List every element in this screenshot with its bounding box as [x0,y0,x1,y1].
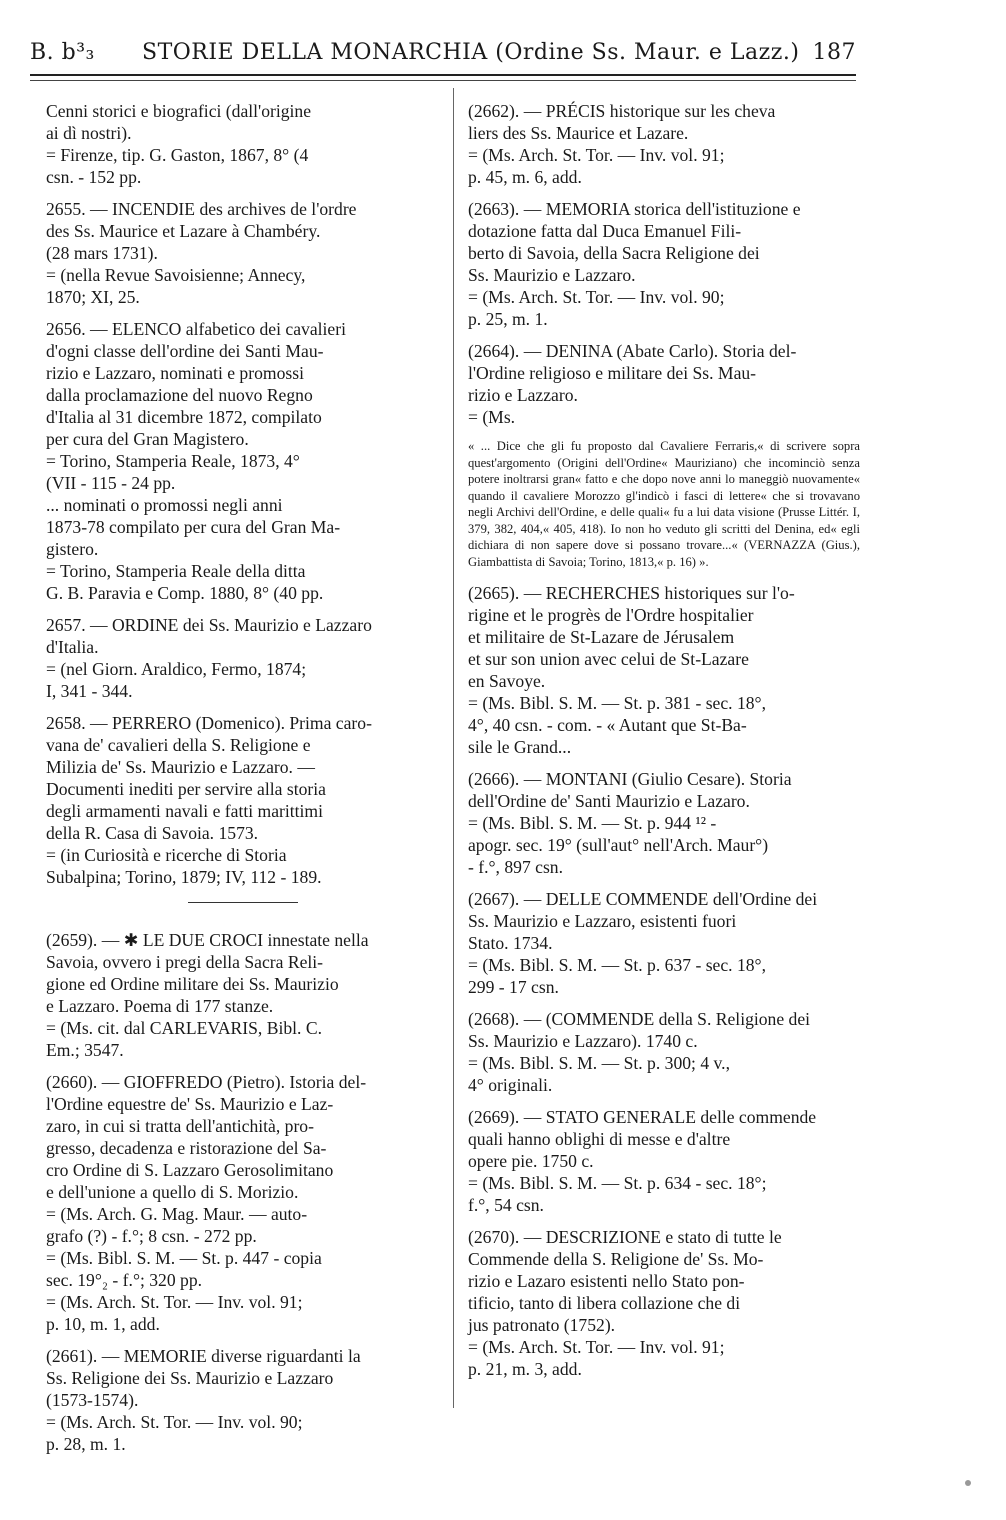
entry-line: p. 25, m. 1. [468,309,548,329]
entry-line: d'ogni classe dell'ordine dei Santi Mau- [46,341,324,361]
bibliography-entry [46,614,440,702]
entry-line: berto di Savoia, della Sacra Religione dei [468,243,760,263]
entry-line: 1873-78 compilato per cura del Gran Ma- [46,517,341,537]
quotation-line: « che si trovavano negli Archivi dell'Ordine, e delle quali [468,488,860,519]
entry-line: ... nominati o promossi negli anni [46,495,283,515]
quotation-line: « ... Dice che gli fu proposto dal Cavaliere Ferraris, [468,439,758,453]
entry-line: quali hanno oblighi di messe e d'altre [468,1129,731,1149]
page-number: 187 [812,40,856,65]
bibliography-entry [468,768,860,878]
entry-line: (28 mars 1731). [46,243,158,263]
bibliography-entry [46,198,440,308]
entry-line: rizio e Lazzaro. [468,385,578,405]
entry-line: jus patronato (1752). [468,1315,616,1335]
column-divider [453,88,454,1408]
entry-line: rizio e Lazzaro, nominati e promossi [46,363,304,383]
entry-line: dalla proclamazione del nuovo Regno [46,385,313,405]
entry-line: = Torino, Stamperia Reale, 1873, 4° [46,451,300,471]
entry-line: Savoia, ovvero i pregi della Sacra Reli- [46,952,324,972]
entry-line: sec. 19°₂ - f.°; 320 pp. [46,1270,203,1290]
bibliography-entry [46,712,440,888]
entry-line: (2670). — DESCRIZIONE e stato di tutte le [468,1227,782,1247]
entry-line: - f.°, 897 csn. [468,857,563,877]
bibliography-entry [468,582,860,758]
entry-line: gresso, decadenza e ristorazione del Sa- [46,1138,327,1158]
entry-line: degli armamenti navali e fatti marittimi [46,801,324,821]
entry-line: dell'Ordine de' Santi Maurizio e Lazaro. [468,791,750,811]
entry-line: l'Ordine religioso e militare dei Ss. Mau- [468,363,757,383]
entry-line: p. 10, m. 1, add. [46,1314,160,1334]
header-rule [30,74,856,76]
bibliography-entry [468,1226,860,1380]
entry-line: et sur son union avec celui de St-Lazare [468,649,749,669]
bibliography-entry [468,1008,860,1096]
bibliography-entry [468,340,860,428]
entry-line: (2668). — (COMMENDE della S. Religione dei [468,1009,811,1029]
entry-line: (VII - 115 - 24 pp. [46,473,176,493]
entry-line: (1573-1574). [46,1390,139,1410]
entry-line: = (Ms. [468,407,516,427]
quotation-block [468,438,860,570]
entry-line: della R. Casa di Savoia. 1573. [46,823,259,843]
bibliography-entry [46,1071,440,1335]
entry-line: rigine et le progrès de l'Ordre hospitalier [468,605,754,625]
entry-line: = (Ms. Bibl. S. M. — St. p. 634 - sec. 18°; [468,1173,767,1193]
entry-line: = (Ms. Bibl. S. M. — St. p. 447 - copia [46,1248,322,1268]
entry-line: = (Ms. Bibl. S. M. — St. p. 637 - sec. 18°, [468,955,766,975]
right-column [468,100,860,1390]
entry-line: p. 28, m. 1. [46,1434,126,1454]
entry-line: = (Ms. Bibl. S. M. — St. p. 300; 4 v., [468,1053,730,1073]
entry-line: l'Ordine equestre de' Ss. Maurizio e Laz- [46,1094,334,1114]
entry-line: (2665). — RECHERCHES historiques sur l'o- [468,583,795,603]
entry-line: (2660). — GIOFFREDO (Pietro). Istoria del- [46,1072,367,1092]
entry-line: Stato. 1734. [468,933,553,953]
entry-line: 4° originali. [468,1075,553,1095]
entry-line: sile le Grand... [468,737,572,757]
entry-line: = (Ms. Arch. St. Tor. — Inv. vol. 91; [46,1292,303,1312]
bibliography-entry [468,198,860,330]
entry-line: = (Ms. cit. dal CARLEVARIS, Bibl. C. [46,1018,322,1038]
quotation-line: « quando il cavaliere Morozzo gl'indicò i fasci di lettere [468,472,860,503]
signature-mark: B. b³₃ [30,40,95,65]
ink-dot [965,1480,971,1486]
quotation-line: « 405, 418). Io non ho veduto gli scritti del Denina, ed [542,521,831,536]
bibliography-entry [46,100,440,188]
entry-line: des Ss. Maurice et Lazare à Chambéry. [46,221,321,241]
section-separator [188,902,298,903]
quotation-line: « egli dichiara di non sapere dove si possano trovare... [468,521,860,552]
quotation-line: « fu a lui data visione (Prusse Littér. I, 379, 382, 404, [468,505,860,536]
entry-line: Cenni storici e biografici (dall'origine [46,101,312,121]
entry-line: (2662). — PRÉCIS historique sur les cheva [468,101,776,121]
entry-line: Subalpina; Torino, 1879; IV, 112 - 189. [46,867,322,887]
entry-line: 299 - 17 csn. [468,977,559,997]
entry-line: liers des Ss. Maurice et Lazare. [468,123,689,143]
entry-line: = Firenze, tip. G. Gaston, 1867, 8° (4 [46,145,309,165]
entry-line: cro Ordine di S. Lazzaro Gerosolimitano [46,1160,334,1180]
entry-line: 2655. — INCENDIE des archives de l'ordre [46,199,357,219]
quotation-line: « fatto e che dopo nove anni lo maneggiò nuovamente [574,472,854,486]
entry-line: per cura del Gran Magistero. [46,429,249,449]
entry-line: 1870; XI, 25. [46,287,140,307]
entry-line: = (Ms. Bibl. S. M. — St. p. 381 - sec. 18°, [468,693,766,713]
entry-line: en Savoye. [468,671,546,691]
entry-line: I, 341 - 344. [46,681,133,701]
entry-line: p. 45, m. 6, add. [468,167,582,187]
entry-line: e Lazzaro. Poema di 177 stanze. [46,996,274,1016]
left-column [46,100,440,1465]
entry-line: (2661). — MEMORIE diverse riguardanti la [46,1346,361,1366]
entry-line: opere pie. 1750 c. [468,1151,594,1171]
entry-line: = (Ms. Arch. St. Tor. — Inv. vol. 91; [468,1337,725,1357]
quotation-line: « p. 16) ». [657,554,709,569]
entry-line: vana de' cavalieri della S. Religione e [46,735,311,755]
entry-line: Ss. Maurizio e Lazzaro. [468,265,636,285]
entry-line: = Torino, Stamperia Reale della ditta [46,561,306,581]
bibliography-entry [468,100,860,188]
entry-line: rizio e Lazaro esistenti nello Stato pon- [468,1271,745,1291]
bibliography-entry [46,929,440,1061]
entry-line: = (nel Giorn. Araldico, Fermo, 1874; [46,659,307,679]
entry-line: Ss. Maurizio e Lazzaro). 1740 c. [468,1031,698,1051]
quotation-line: « di scrivere sopra quest'argomento (Origini dell'Ordine [468,439,860,470]
quotation-line: « Mauriziano) che incominciò senza potere inoltrarsi gran [468,455,860,486]
entry-line: = (Ms. Bibl. S. M. — St. p. 944 ¹² - [468,813,717,833]
entry-line: (2663). — MEMORIA storica dell'istituzione e [468,199,801,219]
entry-line: e dell'unione a quello di S. Morizio. [46,1182,299,1202]
entry-line: = (nella Revue Savoisienne; Annecy, [46,265,306,285]
entry-line: 4°, 40 csn. - com. - « Autant que St-Ba- [468,715,747,735]
entry-line: p. 21, m. 3, add. [468,1359,582,1379]
entry-line: zaro, in cui si tratta dell'antichità, pro- [46,1116,314,1136]
entry-line: gione ed Ordine militare dei Ss. Maurizio [46,974,339,994]
entry-line: Ss. Maurizio e Lazzaro, esistenti fuori [468,911,737,931]
page-title: STORIE DELLA MONARCHIA (Ordine Ss. Maur. e Lazz.) [142,40,800,65]
entry-line: et militaire de St-Lazare de Jérusalem [468,627,735,647]
entry-line: Em.; 3547. [46,1040,124,1060]
entry-line: Ss. Religione dei Ss. Maurizio e Lazzaro [46,1368,334,1388]
entry-line: 2658. — PERRERO (Domenico). Prima caro- [46,713,372,733]
bibliography-entry [468,888,860,998]
running-header [30,40,856,76]
entry-line: gistero. [46,539,99,559]
entry-line: = (Ms. Arch. St. Tor. — Inv. vol. 90; [468,287,725,307]
entry-line: G. B. Paravia e Comp. 1880, 8° (40 pp. [46,583,324,603]
entry-line: = (Ms. Arch. St. Tor. — Inv. vol. 90; [46,1412,303,1432]
entry-line: Milizia de' Ss. Maurizio e Lazzaro. — [46,757,315,777]
entry-line: Documenti inediti per servire alla storia [46,779,326,799]
entry-line: (2667). — DELLE COMMENDE dell'Ordine dei [468,889,818,909]
header-rule-thin [30,80,856,81]
entry-line: (2666). — MONTANI (Giulio Cesare). Storia [468,769,792,789]
entry-line: (2669). — STATO GENERALE delle commende [468,1107,817,1127]
bibliography-entry [46,318,440,604]
entry-line: = (in Curiosità e ricerche di Storia [46,845,287,865]
entry-line: d'Italia al 31 dicembre 1872, compilato [46,407,322,427]
entry-line: ai dì nostri). [46,123,132,143]
entry-line: 2657. — ORDINE dei Ss. Maurizio e Lazzaro [46,615,372,635]
entry-line: grafo (?) - f.°; 8 csn. - 272 pp. [46,1226,257,1246]
entry-line: (2664). — DENINA (Abate Carlo). Storia del- [468,341,797,361]
entry-line: = (Ms. Arch. G. Mag. Maur. — auto- [46,1204,308,1224]
entry-line: tificio, tanto di libera collazione che di [468,1293,741,1313]
entry-line: (2659). — ✱ LE DUE CROCI innestate nella [46,930,369,950]
entry-line: = (Ms. Arch. St. Tor. — Inv. vol. 91; [468,145,725,165]
entry-line: apogr. sec. 19° (sull'aut° nell'Arch. Maur°) [468,835,769,855]
quotation-line: « (VERNAZZA (Gius.), Giambattista di Savoia; Torino, 1813, [468,538,860,569]
bibliography-entry [468,1106,860,1216]
entry-line: dotazione fatta dal Duca Emanuel Fili- [468,221,742,241]
bibliography-entry [46,1345,440,1455]
entry-line: Commende della S. Religione de' Ss. Mo- [468,1249,764,1269]
entry-line: d'Italia. [46,637,99,657]
entry-line: f.°, 54 csn. [468,1195,544,1215]
entry-line: 2656. — ELENCO alfabetico dei cavalieri [46,319,346,339]
entry-line: csn. - 152 pp. [46,167,142,187]
